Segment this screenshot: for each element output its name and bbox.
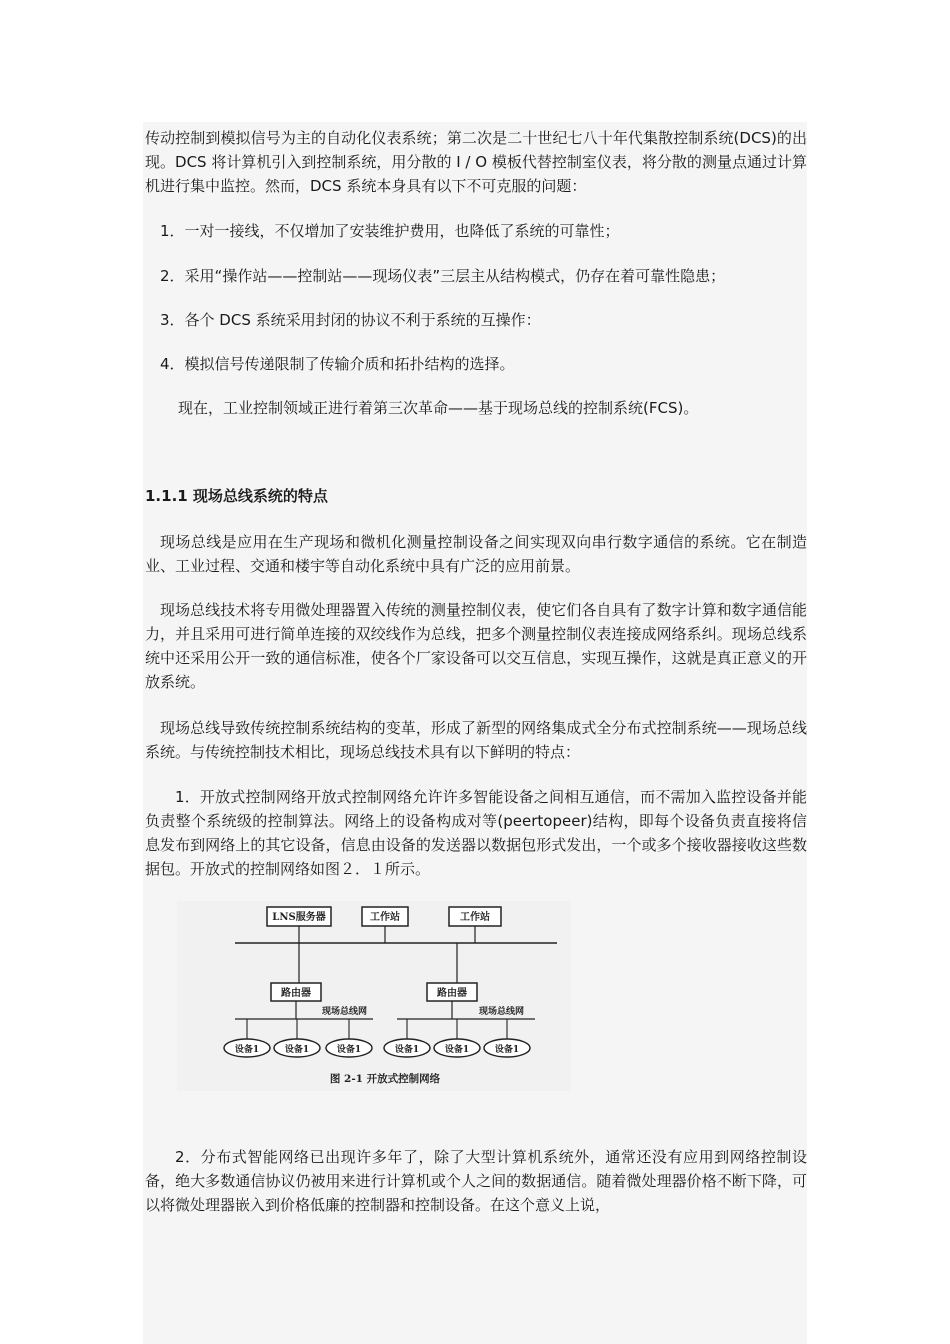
device-label-1: 设备1 — [234, 1045, 260, 1055]
list-item-1: 1．一对一接线，不仅增加了安装维护费用，也降低了系统的可靠性； — [160, 222, 620, 240]
device-label-3: 设备1 — [336, 1045, 362, 1055]
device-label-5: 设备1 — [444, 1045, 470, 1055]
list-item-2: 2．采用“操作站——控制站——现场仪表”三层主从结构模式，仍存在着可靠性隐患； — [160, 267, 726, 285]
section-heading: 1.1.1 现场总线系统的特点 — [145, 487, 328, 505]
fieldbus-label-left: 现场总线网 — [322, 1007, 368, 1017]
open-control-network-figure — [177, 901, 571, 1091]
network-diagram — [177, 901, 571, 1091]
lns-server-label: LNS服务器 — [272, 912, 326, 923]
router-label-left: 路由器 — [281, 988, 311, 999]
list-item-3: 3．各个 DCS 系统采用封闭的协议不利于系统的互操作： — [160, 311, 541, 329]
change-paragraph: 现场总线导致传统控制系统结构的变革，形成了新型的网络集成式全分布式控制系统——现场总线系统。与传统控制技术相比，现场总线技术具有以下鲜明的特点： — [145, 719, 807, 761]
distributed-paragraph: 2．分布式智能网络已出现许多年了，除了大型计算机系统外，通常还没有应用到网络控制设备，绝大多数通信协议仍被用来进行计算机或个人之间的数据通信。随着微处理器价格不断下降，可以将微处理器嵌入到价格低廉的控制器和控制设备。在这个意义上说， — [145, 1148, 807, 1214]
open-network-paragraph: 1．开放式控制网络开放式控制网络允许许多智能设备之间相互通信，而不需加入监控设备并能负责整个系统级的控制算法。网络上的设备构成对等(peertopeer)结构，即每个设备负责直接将信息发布到网络上的其它设备，信息由设备的发送器以数据包形式发出，一个或多个接收器接收这些数据包。开放式的控制网络如图２．１所示。 — [145, 788, 807, 878]
revolution-paragraph: 现在，工业控制领域正进行着第三次革命——基于现场总线的控制系统(FCS)。 — [178, 399, 699, 417]
technology-paragraph: 现场总线技术将专用微处理器置入传统的测量控制仪表，使它们各自具有了数字计算和数字通信能力，并且采用可进行简单连接的双绞线作为总线，把多个测量控制仪表连接成网络系纠。现场总线系统中还采用公开一致的通信标准，使各个厂家设备可以交互信息，实现互操作，这就是真正意义的开放系统。 — [145, 601, 807, 691]
fieldbus-label-right: 现场总线网 — [479, 1007, 525, 1017]
definition-paragraph: 现场总线是应用在生产现场和微机化测量控制设备之间实现双向串行数字通信的系统。它在制造业、工业过程、交通和楼宇等自动化系统中具有广泛的应用前景。 — [145, 533, 807, 575]
workstation-label-1: 工作站 — [370, 912, 400, 923]
figure-caption: 图 2-1 开放式控制网络 — [329, 1073, 441, 1085]
device-label-6: 设备1 — [494, 1045, 520, 1055]
router-label-right: 路由器 — [437, 988, 467, 999]
list-item-4: 4．模拟信号传递限制了传输介质和拓扑结构的选择。 — [160, 355, 515, 373]
workstation-label-2: 工作站 — [460, 912, 490, 923]
device-label-4: 设备1 — [394, 1045, 420, 1055]
device-label-2: 设备1 — [284, 1045, 310, 1055]
intro-paragraph: 传动控制到模拟信号为主的自动化仪表系统；第二次是二十世纪七八十年代集散控制系统(DCS)的出现。DCS 将计算机引入到控制系统，用分散的 I / O 模板代替控制室仪表，将分散的测量点通过计算机进行集中监控。然而，DCS 系统本身具有以下不可克服的问题： — [145, 129, 807, 195]
